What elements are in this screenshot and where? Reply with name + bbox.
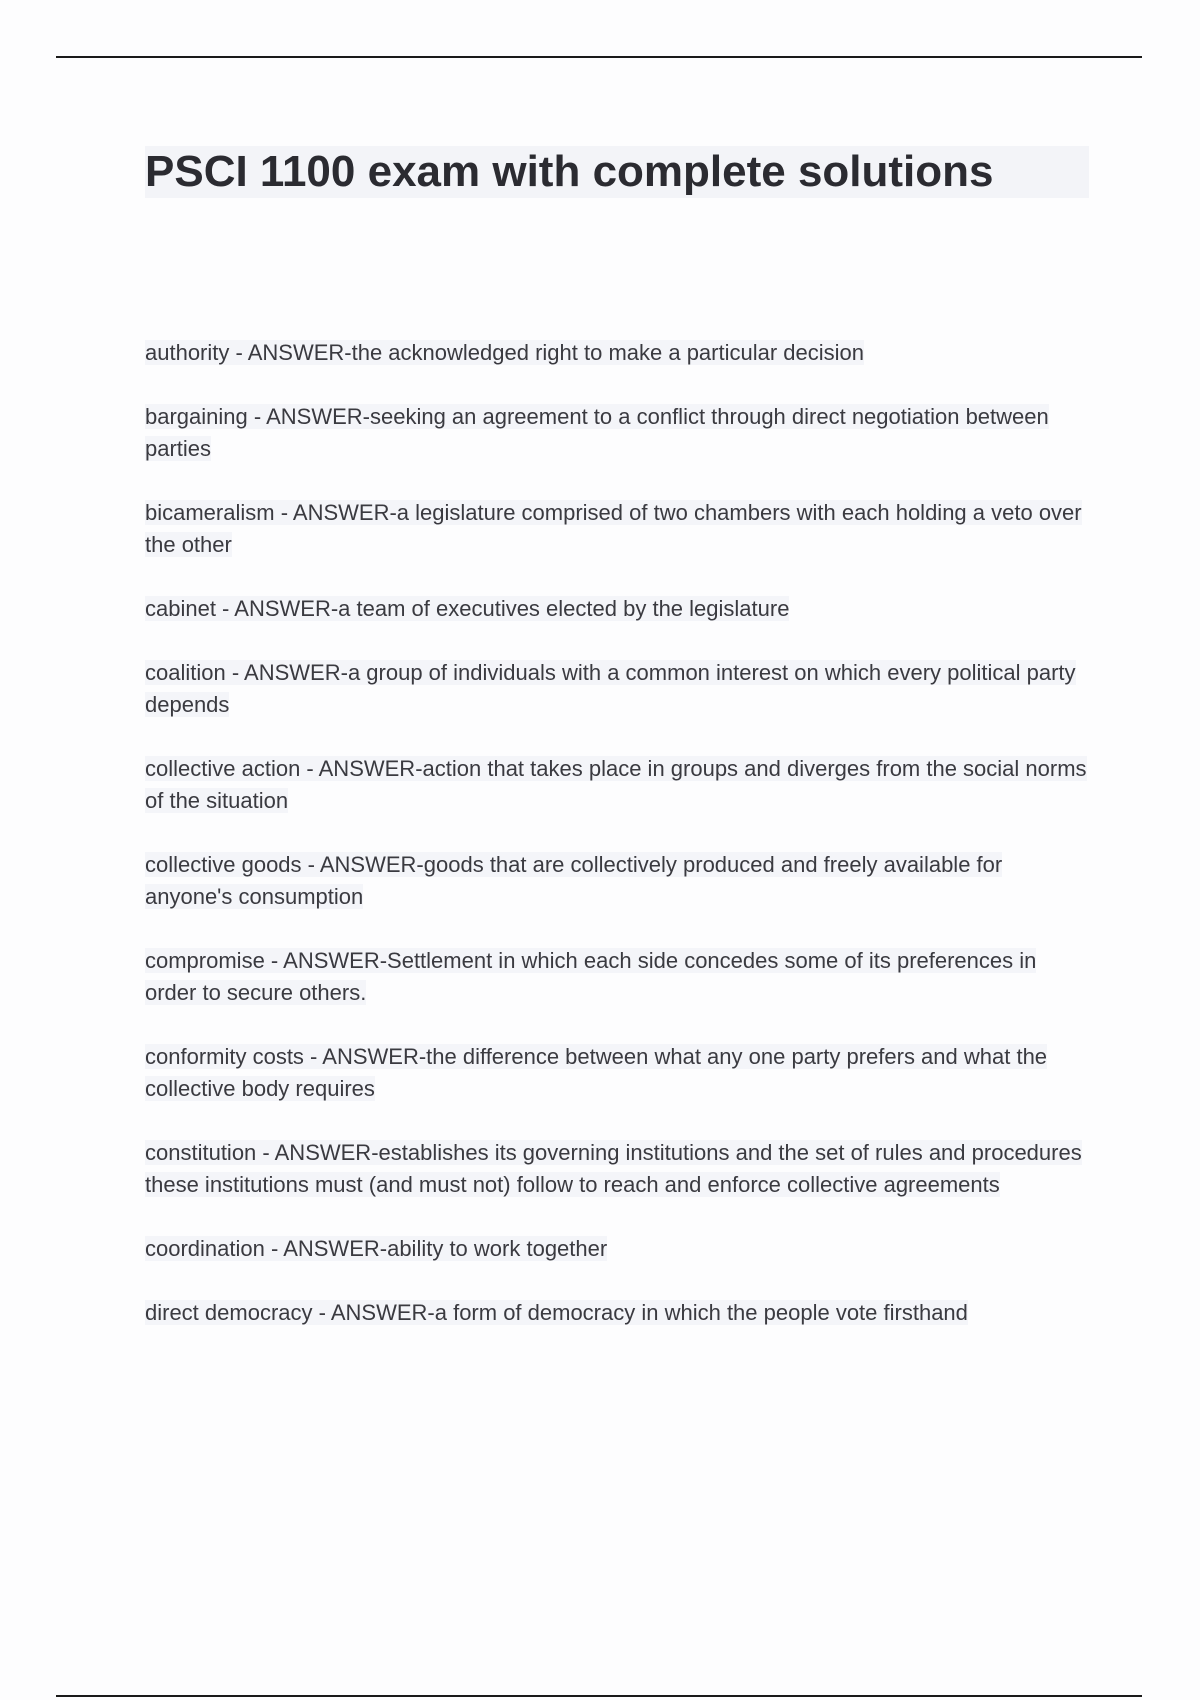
definition-entry: [145, 497, 1090, 561]
definition-text: direct democracy - ANSWER-a form of democracy in which the people vote firsthand: [145, 1300, 968, 1325]
definition-text: constitution - ANSWER-establishes its governing institutions and the set of rules and procedures these institutions must (and must not) follow to reach and enforce collective agreements: [145, 1140, 1082, 1197]
definition-entry: [145, 1233, 1090, 1265]
definition-text: conformity costs - ANSWER-the difference between what any one party prefers and what the collective body requires: [145, 1044, 1048, 1101]
definition-text: authority - ANSWER-the acknowledged right to make a particular decision: [145, 340, 865, 365]
definition-entry: [145, 945, 1090, 1009]
definition-list: [145, 337, 1090, 1361]
definition-text: cabinet - ANSWER-a team of executives elected by the legislature: [145, 596, 790, 621]
definition-text: collective action - ANSWER-action that takes place in groups and diverges from the social norms of the situation: [145, 756, 1087, 813]
definition-text: bargaining - ANSWER-seeking an agreement to a conflict through direct negotiation between parties: [145, 404, 1049, 461]
definition-text: coordination - ANSWER-ability to work together: [145, 1236, 608, 1261]
definition-text: bicameralism - ANSWER-a legislature comprised of two chambers with each holding a veto over the other: [145, 500, 1082, 557]
definition-entry: [145, 337, 1090, 369]
footer-rule: [56, 1695, 1142, 1697]
definition-entry: [145, 657, 1090, 721]
definition-entry: [145, 753, 1090, 817]
definition-text: compromise - ANSWER-Settlement in which each side concedes some of its preferences in order to secure others.: [145, 948, 1037, 1005]
definition-entry: [145, 1297, 1090, 1329]
definition-text: coalition - ANSWER-a group of individuals with a common interest on which every political party depends: [145, 660, 1076, 717]
definition-entry: [145, 1137, 1090, 1201]
definition-entry: [145, 849, 1090, 913]
header-rule: [56, 56, 1142, 58]
definition-entry: [145, 593, 1090, 625]
definition-entry: [145, 1041, 1090, 1105]
definition-entry: [145, 401, 1090, 465]
definition-text: collective goods - ANSWER-goods that are collectively produced and freely available for anyone's consumption: [145, 852, 1003, 909]
page-title: PSCI 1100 exam with complete solutions: [145, 146, 1089, 198]
